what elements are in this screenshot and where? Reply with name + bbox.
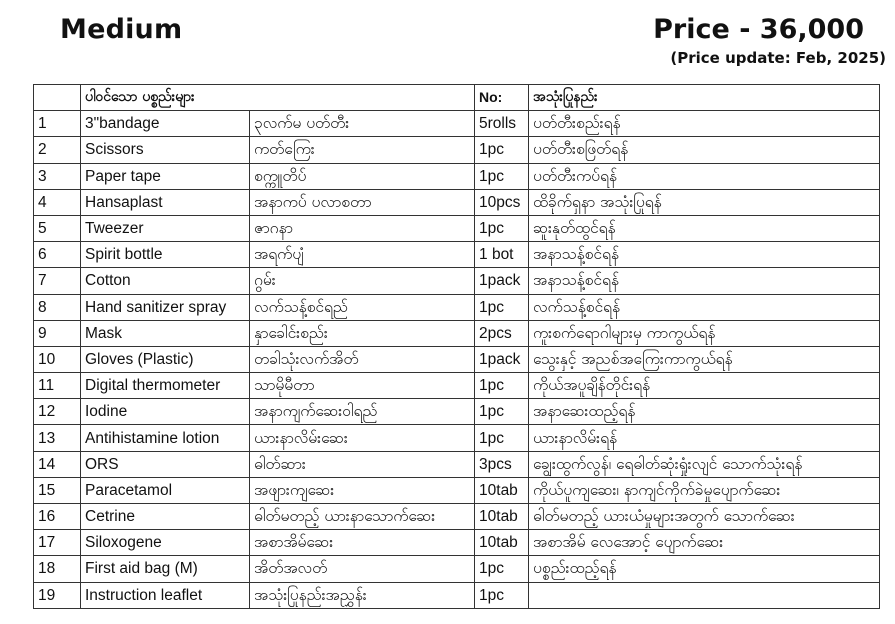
item-quantity: 1pack [475, 346, 529, 372]
row-number: 19 [34, 582, 81, 608]
table-row [34, 320, 880, 346]
item-name-mm: ဇာဂနာ [250, 215, 475, 241]
table-row [34, 111, 880, 137]
item-name-en: Scissors [81, 137, 250, 163]
item-usage: အနာဆေးထည့်ရန် [529, 399, 880, 425]
item-name-mm: အနာကပ် ပလာစတာ [250, 189, 475, 215]
item-usage: ပစ္စည်းထည့်ရန် [529, 556, 880, 582]
row-number: 9 [34, 320, 81, 346]
item-usage: ဆူးနုတ်ထွင်ရန် [529, 215, 880, 241]
kit-size-title: Medium [60, 14, 183, 45]
item-quantity: 5rolls [475, 111, 529, 137]
item-quantity: 1pc [475, 373, 529, 399]
header-items: ပါဝင်သော ပစ္စည်းများ [81, 85, 475, 111]
item-quantity: 10tab [475, 477, 529, 503]
row-number: 18 [34, 556, 81, 582]
row-number: 12 [34, 399, 81, 425]
table-row [34, 189, 880, 215]
table-row [34, 582, 880, 608]
item-quantity: 10tab [475, 504, 529, 530]
table-row [34, 504, 880, 530]
item-name-mm: အစာအိမ်ဆေး [250, 530, 475, 556]
item-usage: လက်သန့်စင်ရန် [529, 294, 880, 320]
item-name-mm: တခါသုံးလက်အိတ် [250, 346, 475, 372]
item-quantity: 10pcs [475, 189, 529, 215]
item-usage: ယားနာလိမ်းရန် [529, 425, 880, 451]
row-number: 4 [34, 189, 81, 215]
item-usage: ဓါတ်မတည့် ယားယံမှုများအတွက် သောက်ဆေး [529, 504, 880, 530]
row-number: 3 [34, 163, 81, 189]
table-row [34, 477, 880, 503]
item-usage: ကိုယ်ပူကျဆေး၊ နာကျင်ကိုက်ခဲမှုပျောက်ဆေး [529, 477, 880, 503]
item-name-en: Digital thermometer [81, 373, 250, 399]
item-name-mm: အိတ်အလတ် [250, 556, 475, 582]
item-name-en: First aid bag (M) [81, 556, 250, 582]
row-number: 6 [34, 242, 81, 268]
item-usage: အစာအိမ် လေအောင့် ပျောက်ဆေး [529, 530, 880, 556]
table-row [34, 530, 880, 556]
item-name-en: Iodine [81, 399, 250, 425]
row-number: 17 [34, 530, 81, 556]
item-name-en: Cotton [81, 268, 250, 294]
row-number: 16 [34, 504, 81, 530]
item-usage: ချွေးထွက်လွန်၊ ရေဓါတ်ဆုံးရှုံးလျင် သောက်သုံးရန် [529, 451, 880, 477]
item-quantity: 1 bot [475, 242, 529, 268]
table-header-row [34, 85, 880, 111]
item-name-en: 3"bandage [81, 111, 250, 137]
item-name-en: Instruction leaflet [81, 582, 250, 608]
item-usage [529, 582, 880, 608]
item-quantity: 1pc [475, 399, 529, 425]
item-name-mm: လက်သန့်စင်ရည် [250, 294, 475, 320]
item-quantity: 1pc [475, 582, 529, 608]
table-row [34, 268, 880, 294]
item-name-mm: အနာကျက်ဆေးဝါရည် [250, 399, 475, 425]
row-number: 10 [34, 346, 81, 372]
item-quantity: 1pc [475, 163, 529, 189]
row-number: 11 [34, 373, 81, 399]
item-name-en: Cetrine [81, 504, 250, 530]
table-row [34, 556, 880, 582]
row-number: 2 [34, 137, 81, 163]
item-name-mm: ၃လက်မ ပတ်တီး [250, 111, 475, 137]
item-usage: ကူးစက်ရောဂါများမှ ကာကွယ်ရန် [529, 320, 880, 346]
item-name-en: Paracetamol [81, 477, 250, 503]
header-qty: No: [475, 85, 529, 111]
item-quantity: 1pc [475, 425, 529, 451]
item-name-mm: ကတ်ကြေး [250, 137, 475, 163]
item-usage: အနာသန့်စင်ရန် [529, 242, 880, 268]
table-row [34, 294, 880, 320]
item-name-mm: သာမိုမီတာ [250, 373, 475, 399]
row-number: 8 [34, 294, 81, 320]
item-name-mm: အသုံးပြုနည်းအညွှန်း [250, 582, 475, 608]
item-quantity: 1pc [475, 137, 529, 163]
item-name-mm: ယားနာလိမ်းဆေး [250, 425, 475, 451]
price-title: Price - 36,000 [653, 14, 864, 45]
item-quantity: 2pcs [475, 320, 529, 346]
first-aid-items-table [33, 84, 880, 609]
row-number: 7 [34, 268, 81, 294]
item-quantity: 1pc [475, 556, 529, 582]
row-number: 1 [34, 111, 81, 137]
item-name-en: Siloxogene [81, 530, 250, 556]
row-number: 13 [34, 425, 81, 451]
header-number [34, 85, 81, 111]
price-update-note: (Price update: Feb, 2025) [670, 49, 886, 67]
item-quantity: 1pc [475, 215, 529, 241]
item-name-en: Spirit bottle [81, 242, 250, 268]
item-name-mm: ဓါတ်ဆား [250, 451, 475, 477]
row-number: 5 [34, 215, 81, 241]
table-row [34, 399, 880, 425]
row-number: 15 [34, 477, 81, 503]
item-name-mm: အဖျားကျဆေး [250, 477, 475, 503]
table-row [34, 451, 880, 477]
item-name-en: Tweezer [81, 215, 250, 241]
item-name-en: Antihistamine lotion [81, 425, 250, 451]
table-row [34, 373, 880, 399]
item-quantity: 1pc [475, 294, 529, 320]
item-name-mm: အရက်ပျံ [250, 242, 475, 268]
item-name-mm: နှာခေါင်းစည်း [250, 320, 475, 346]
table-row [34, 425, 880, 451]
item-quantity: 1pack [475, 268, 529, 294]
header-usage: အသုံးပြုနည်း [529, 85, 880, 111]
table-row [34, 163, 880, 189]
item-usage: ပတ်တီးစည်းရန် [529, 111, 880, 137]
item-name-en: Paper tape [81, 163, 250, 189]
item-quantity: 3pcs [475, 451, 529, 477]
item-name-en: Hansaplast [81, 189, 250, 215]
item-name-en: Gloves (Plastic) [81, 346, 250, 372]
table-row [34, 346, 880, 372]
item-name-en: Hand sanitizer spray [81, 294, 250, 320]
item-name-mm: ဂွမ်း [250, 268, 475, 294]
item-usage: သွေးနှင့် အညစ်အကြေးကာကွယ်ရန် [529, 346, 880, 372]
item-usage: အနာသန့်စင်ရန် [529, 268, 880, 294]
table-row [34, 215, 880, 241]
item-name-mm: စက္ကူတိပ် [250, 163, 475, 189]
item-usage: ပတ်တီးကပ်ရန် [529, 163, 880, 189]
item-usage: ပတ်တီးစဖြတ်ရန် [529, 137, 880, 163]
item-name-en: ORS [81, 451, 250, 477]
item-usage: ကိုယ်အပူချိန်တိုင်းရန် [529, 373, 880, 399]
table-row [34, 137, 880, 163]
table-row [34, 242, 880, 268]
item-quantity: 10tab [475, 530, 529, 556]
item-name-en: Mask [81, 320, 250, 346]
item-name-mm: ဓါတ်မတည့် ယားနာသောက်ဆေး [250, 504, 475, 530]
row-number: 14 [34, 451, 81, 477]
item-usage: ထိခိုက်ရှနာ အသုံးပြုရန် [529, 189, 880, 215]
